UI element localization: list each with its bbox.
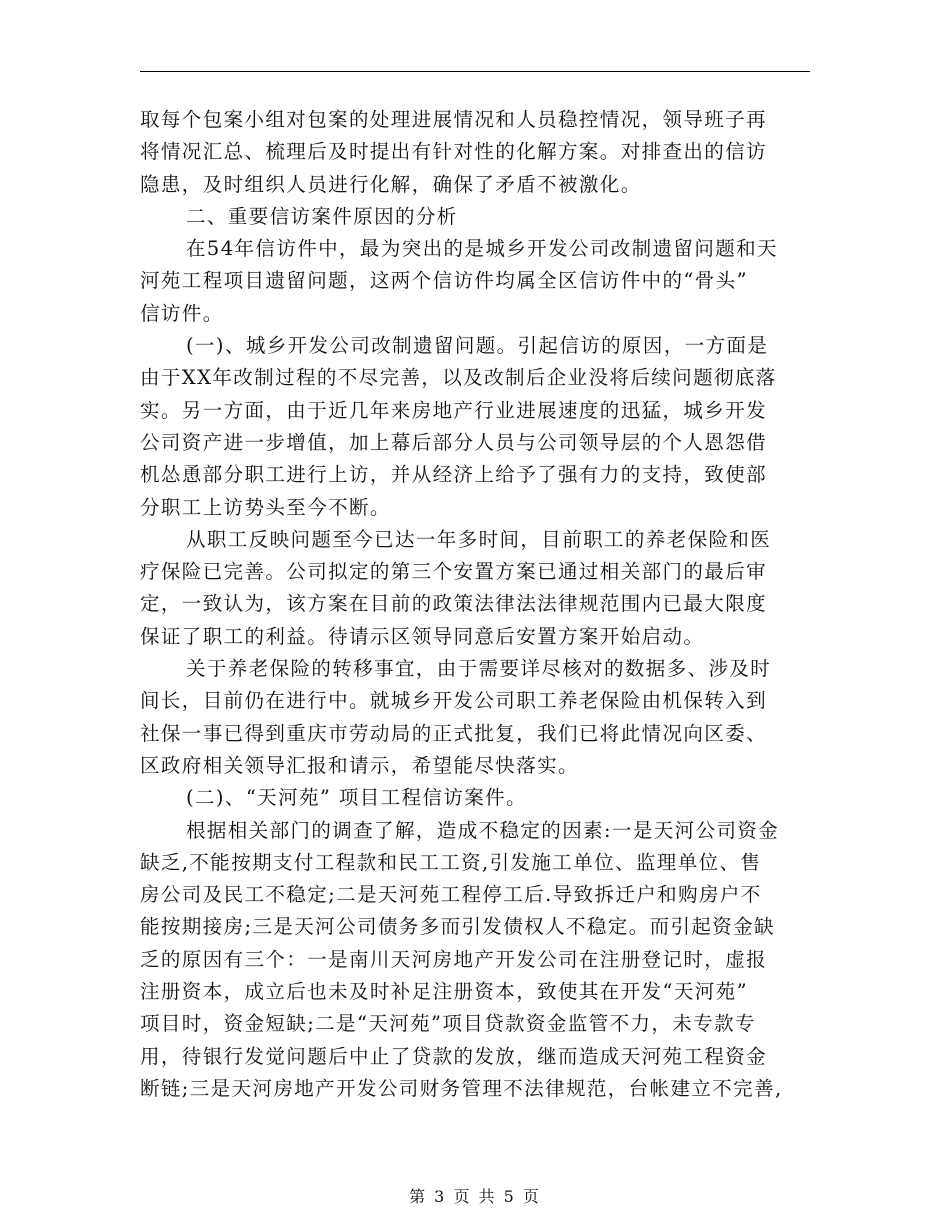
text-line: 在54年信访件中，最为突出的是城乡开发公司改制遗留问题和天 (186, 237, 778, 261)
text-line: 注册资本，成立后也未及时补足注册资本，致使其在开发“天河苑” (140, 980, 748, 1004)
text-line: 二、重要信访案件原因的分析 (186, 204, 458, 228)
text-line: 从职工反映问题至今已达一年多时间，目前职工的养老保险和医 (186, 527, 772, 551)
text-line: 由于XX年改制过程的不尽完善，以及改制后企业没将后续问题彻底落 (140, 366, 777, 390)
document-body (140, 104, 815, 1105)
text-line: 根据相关部门的调查了解，造成不稳定的因素:一是天河公司资金 (186, 818, 780, 842)
text-line: 关于养老保险的转移事宜，由于需要详尽核对的数据多、涉及时 (186, 657, 772, 681)
text-line: 机怂恿部分职工进行上访，并从经济上给予了强有力的支持，致使部 (140, 463, 768, 487)
text-line: 断链;三是天河房地产开发公司财务管理不法律规范，台帐建立不完善, (140, 1076, 783, 1100)
text-line: 区政府相关领导汇报和请示，希望能尽快落实。 (140, 753, 579, 777)
text-line: (一)、城乡开发公司改制遗留问题。引起信访的原因，一方面是 (186, 334, 769, 358)
text-line: 公司资产进一步增值，加上幕后部分人员与公司领导层的个人恩怨借 (140, 430, 768, 454)
text-line: 将情况汇总、梳理后及时提出有针对性的化解方案。对排查出的信访 (140, 140, 768, 164)
text-line: 信访件。 (140, 301, 224, 325)
text-line: 项目时，资金短缺;二是“天河苑”项目贷款资金监管不力，未专款专 (140, 1012, 756, 1036)
text-line: 社保一事已得到重庆市劳动局的正式批复，我们已将此情况向区委、 (140, 721, 768, 745)
text-line: 分职工上访势头至今不断。 (140, 495, 391, 519)
page-footer: 第 3 页 共 5 页 (409, 1187, 541, 1206)
text-line: 用，待银行发觉问题后中止了贷款的发放，继而造成天河苑工程资金 (140, 1044, 768, 1068)
text-line: 疗保险已完善。公司拟定的第三个安置方案已通过相关部门的最后审 (140, 560, 768, 584)
text-line: (二)、“天河苑” 项目工程信访案件。 (186, 786, 527, 810)
text-line: 定，一致认为，该方案在目前的政策法律法法律规范围内已最大限度 (140, 592, 768, 616)
text-line: 隐患，及时组织人员进行化解，确保了矛盾不被激化。 (140, 172, 642, 196)
header-rule (140, 71, 810, 72)
text-line: 河苑工程项目遗留问题，这两个信访件均属全区信访件中的“骨头” (140, 269, 748, 293)
text-line: 间长，目前仍在进行中。就城乡开发公司职工养老保险由机保转入到 (140, 689, 768, 713)
text-line: 能按期接房;三是天河公司债务多而引发债权人不稳定。而引起资金缺 (140, 915, 775, 939)
text-line: 乏的原因有三个：一是南川天河房地产开发公司在注册登记时，虚报 (140, 947, 768, 971)
text-line: 实。另一方面，由于近几年来房地产行业进展速度的迅猛，城乡开发 (140, 398, 768, 422)
text-line: 取每个包案小组对包案的处理进展情况和人员稳控情况，领导班子再 (140, 108, 768, 131)
text-line: 房公司及民工不稳定;二是天河苑工程停工后.导致拆迁户和购房户不 (140, 883, 762, 907)
text-line: 保证了职工的利益。待请示区领导同意后安置方案开始启动。 (140, 624, 705, 648)
text-line: 缺乏,不能按期支付工程款和民工工资,引发施工单位、监理单位、售 (140, 850, 762, 874)
